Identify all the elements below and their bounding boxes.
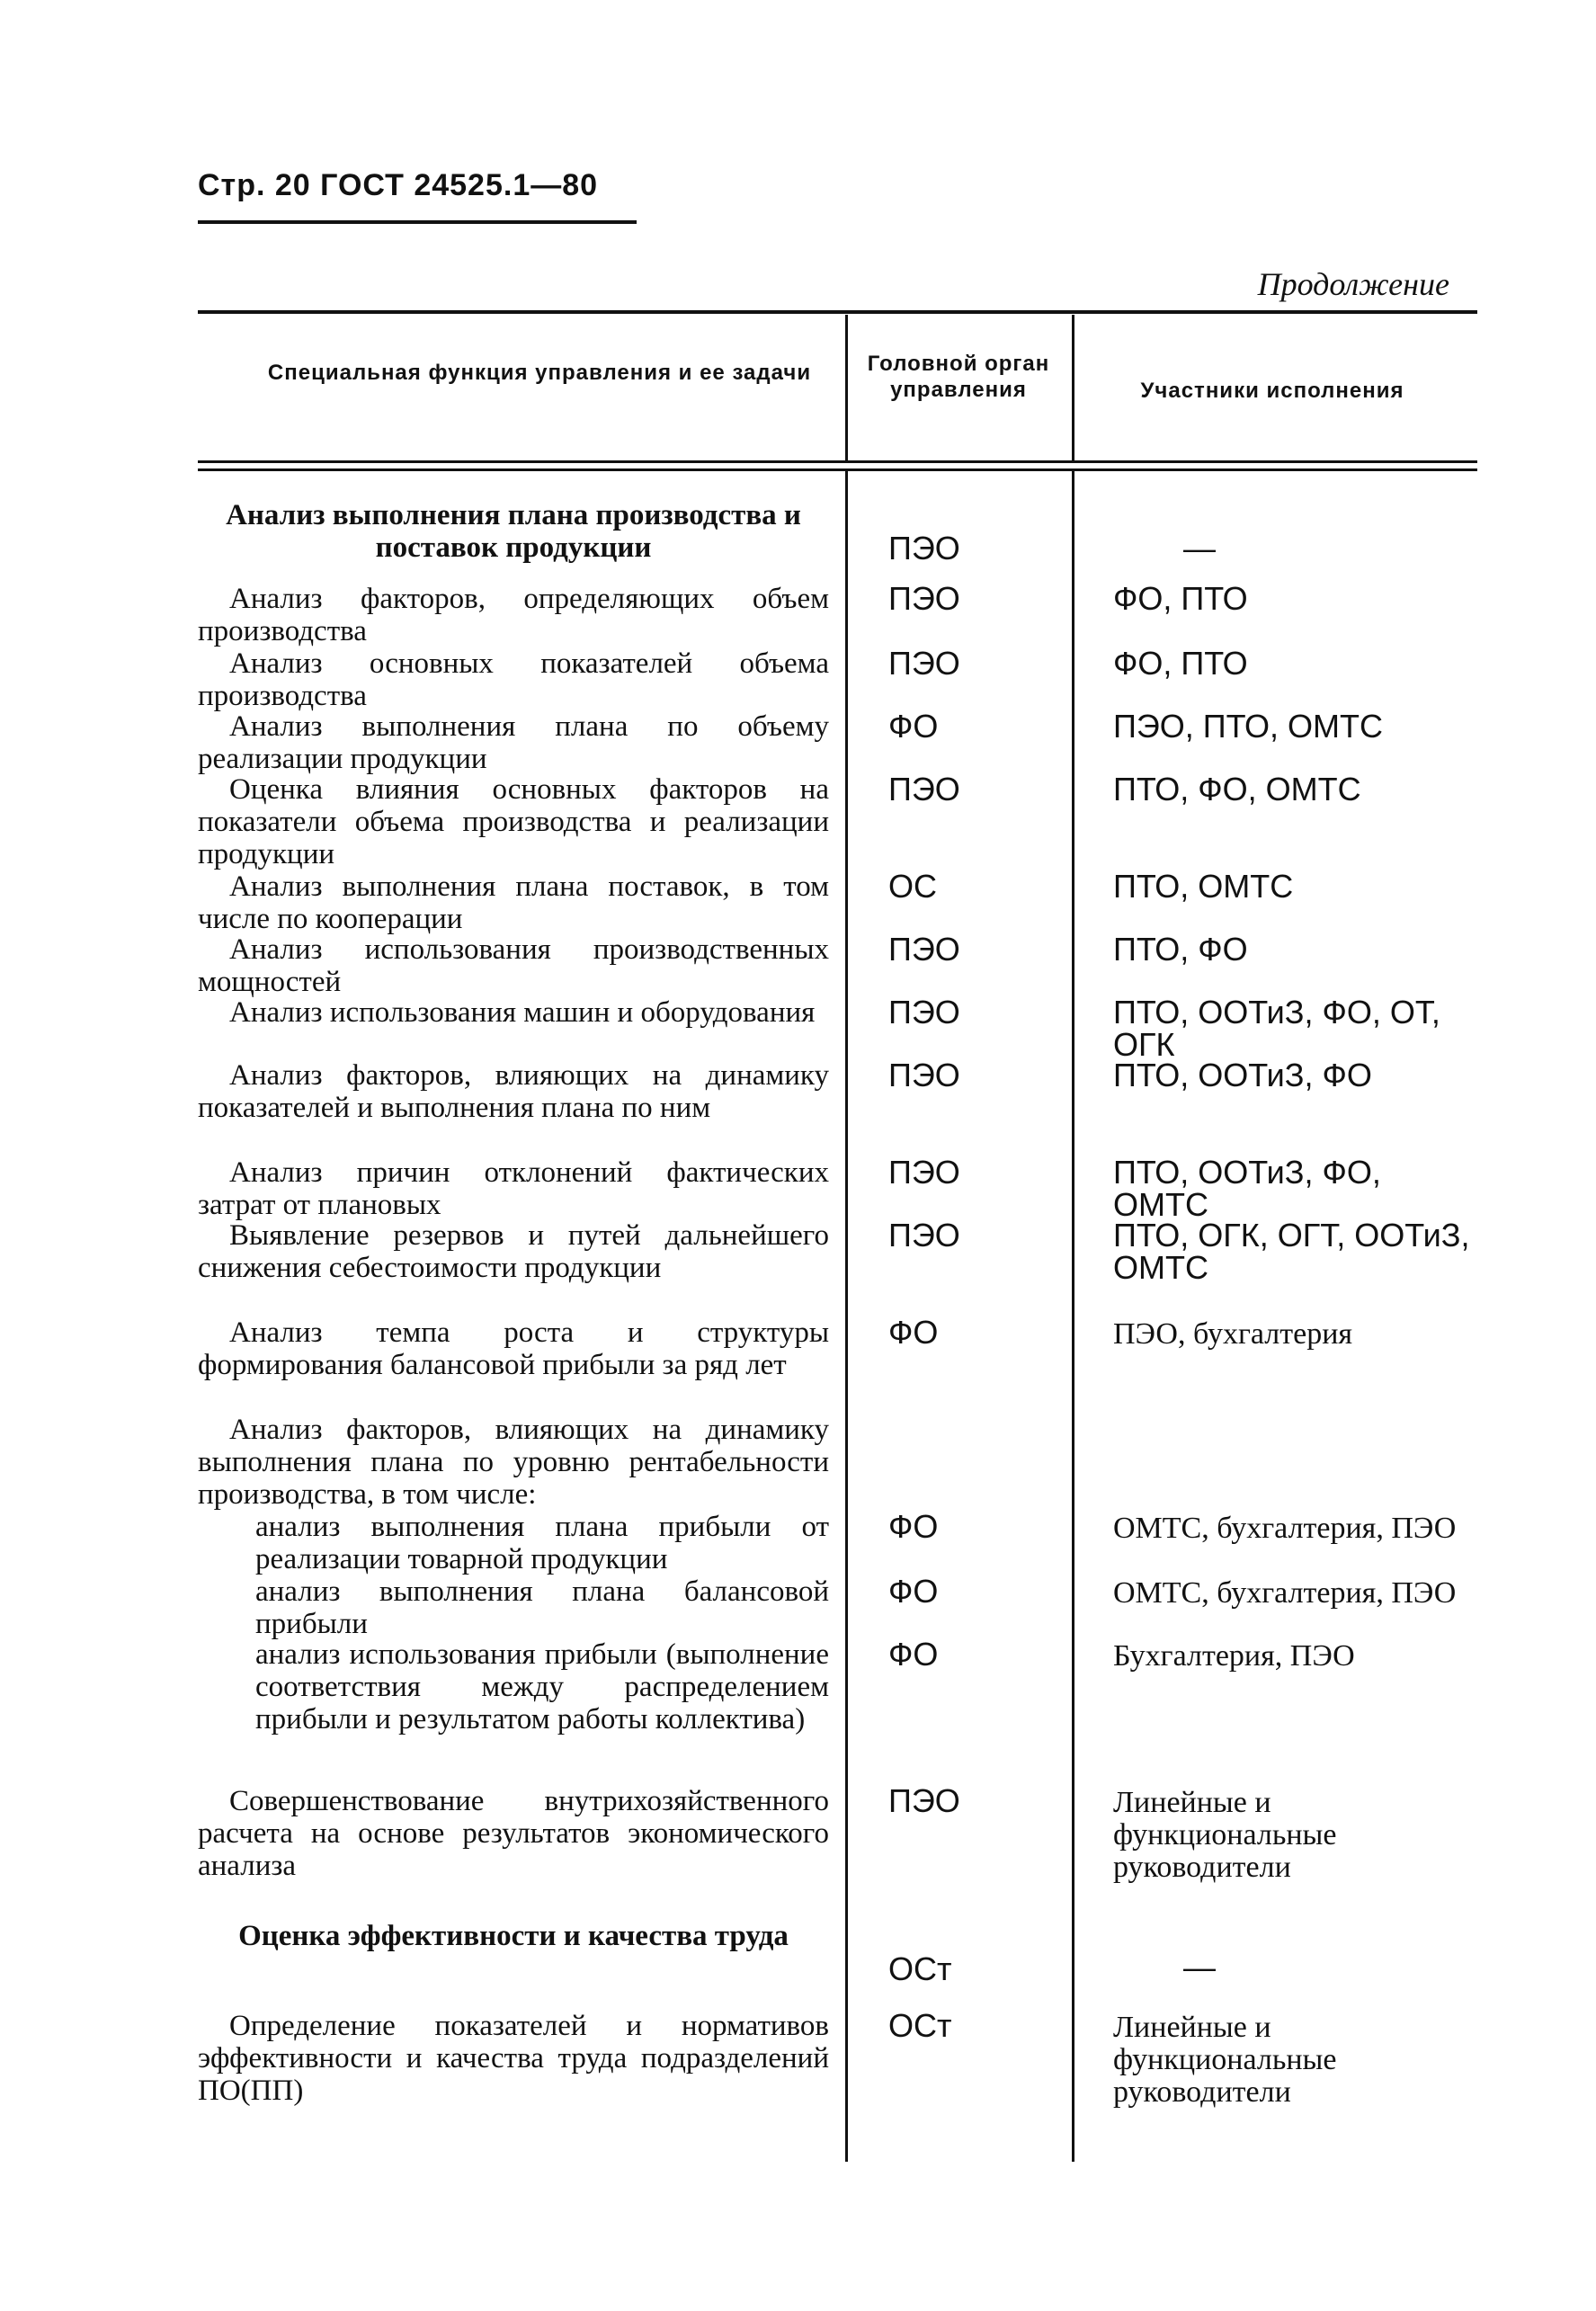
participants-cell: ПТО, ООТиЗ, ФО, ОМТС [1113,1154,1381,1223]
table-row [198,1785,829,1882]
participants-cell: — [1183,530,1216,567]
head-body-cell: ПЭО [888,580,960,617]
table-row [255,1638,829,1735]
participants-cell: — [1183,1949,1216,1985]
task-text: Оценка эффективности и качества труда [238,1920,789,1952]
table-row [198,2010,829,2107]
participants-cell: ПЭО, ПТО, ОМТС [1113,708,1383,745]
table-row [198,996,829,1029]
task-text: Анализ основных показателей объема производства [198,647,829,712]
task-text: Анализ причин отклонений фактических затрат от плановых [198,1156,829,1221]
head-body-cell: ФО [888,1508,939,1545]
head-body-cell: ФО [888,1573,939,1610]
table-row [198,583,829,647]
column-divider [845,315,848,460]
task-text: Совершенствование внутрихозяйственного расчета на основе результатов экономического анализа [198,1785,829,1882]
table-row [198,1156,829,1221]
table-top-rule [198,310,1477,314]
table-row [255,1575,829,1640]
head-body-cell: ПЭО [888,530,960,567]
table-row [198,1316,829,1381]
participants-cell: ПТО, ООТиЗ, ФО, ОТ, ОГК [1113,994,1440,1063]
task-text: анализ использования прибыли (выполнение соответствия между распределением прибыли и результатом работы коллектива) [255,1638,829,1735]
participants-cell: ФО, ПТО [1113,645,1248,682]
task-text: Анализ темпа роста и структуры формирования балансовой прибыли за ряд лет [198,1316,829,1381]
table-row [198,933,829,998]
task-text: Анализ использования производственных мощностей [198,933,829,998]
table-row [198,1219,829,1284]
participants-cell: ОМТС, бухгалтерия, ПЭО [1113,1512,1457,1545]
participants-cell: ОМТС, бухгалтерия, ПЭО [1113,1576,1457,1610]
column-divider [1072,315,1074,460]
header-rule [198,220,637,224]
task-text: Анализ выполнения плана поставок, в том числе по кооперации [198,870,829,935]
table-row [198,773,829,870]
head-body-cell: ПЭО [888,771,960,808]
task-text: Определение показателей и нормативов эффективности и качества труда подразделений ПО(ПП) [198,2010,829,2107]
column-header-head-body: Головной орган управления [867,352,1050,402]
table-header-rule [198,460,1477,463]
head-body-cell: ПЭО [888,645,960,682]
task-text: Анализ факторов, влияющих на динамику выполнения плана по уровню рентабельности производства, в том числе: [198,1414,829,1511]
head-body-cell: ОСт [888,2007,952,2044]
column-divider [1072,471,1074,2162]
participants-cell: ПЭО, бухгалтерия [1113,1317,1353,1351]
page-header: Стр. 20 ГОСТ 24525.1—80 [198,168,599,202]
task-text: Анализ выполнения плана по объему реализации продукции [198,710,829,775]
task-text: Выявление резервов и путей дальнейшего снижения себестоимости продукции [198,1219,829,1284]
head-body-cell: ПЭО [888,1154,960,1191]
participants-cell: ПТО, ОМТС [1113,868,1294,905]
table-row [198,710,829,775]
task-text: Анализ выполнения плана производства и поставок продукции [226,499,801,564]
head-body-cell: ПЭО [888,994,960,1031]
participants-cell: ПТО, ОГК, ОГТ, ООТиЗ, ОМТС [1113,1217,1470,1286]
head-body-cell: ФО [888,708,939,745]
task-text: анализ выполнения плана прибыли от реализации товарной продукции [255,1511,829,1575]
head-body-cell: ФО [888,1636,939,1673]
column-header-participants: Участники исполнения [1140,379,1404,403]
table-row [255,1511,829,1575]
participants-cell: ПТО, ФО [1113,931,1248,968]
table-row [198,1059,829,1124]
task-text: Анализ использования машин и оборудования [229,996,816,1029]
task-text: Анализ факторов, определяющих объем производства [198,583,829,647]
table-header-rule [198,468,1477,471]
participants-cell: ПТО, ООТиЗ, ФО [1113,1057,1372,1093]
continuation-label: Продолжение [1257,266,1449,302]
head-body-cell: ФО [888,1314,939,1351]
head-body-cell: ОСт [888,1950,952,1987]
table-row [198,870,829,935]
head-body-cell: ПЭО [888,1217,960,1254]
head-body-cell: ПЭО [888,1057,960,1093]
head-body-cell: ПЭО [888,1782,960,1819]
column-header-function: Специальная функция управления и ее задачи [267,361,812,385]
participants-cell: Линейные и функциональные руководители [1113,1786,1337,1884]
task-text: анализ выполнения плана балансовой прибыли [255,1575,829,1640]
task-text: Оценка влияния основных факторов на показатели объема производства и реализации продукции [198,773,829,870]
participants-cell: ПТО, ФО, ОМТС [1113,771,1361,808]
participants-cell: ФО, ПТО [1113,580,1248,617]
table-row [198,499,829,564]
column-divider [845,471,848,2162]
participants-cell: Бухгалтерия, ПЭО [1113,1639,1355,1673]
table-row [198,647,829,712]
participants-cell: Линейные и функциональные руководители [1113,2011,1337,2109]
table-row [198,1920,829,1952]
head-body-cell: ОС [888,868,937,905]
table-row [198,1414,829,1511]
task-text: Анализ факторов, влияющих на динамику показателей и выполнения плана по ним [198,1059,829,1124]
head-body-cell: ПЭО [888,931,960,968]
